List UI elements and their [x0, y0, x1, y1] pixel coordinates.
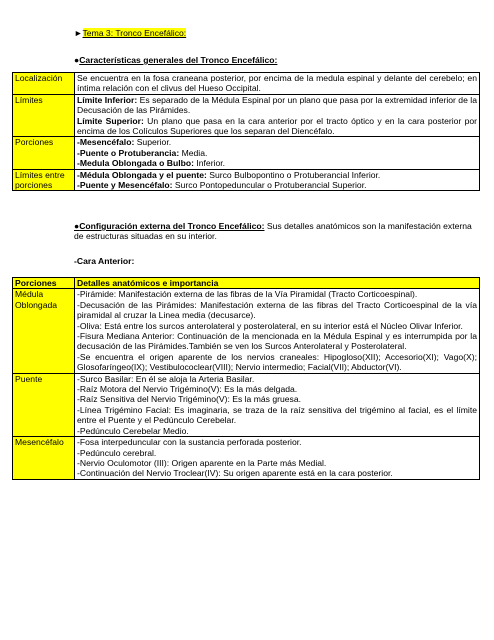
row-content [75, 94, 480, 137]
header-porciones: Porciones [13, 278, 75, 289]
content-line: -Pirámide: Manifestación externa de las fibras de la Vía Piramidal (Tracto Corticoespinal). [77, 289, 418, 300]
row-content [75, 137, 480, 169]
section2-heading-text: Configuración externa del Tronco Encefálico: [79, 221, 265, 231]
section1-heading-text: Características generales del Tronco Encefálico: [79, 55, 278, 65]
content-line: -Fisura Mediana Anterior: Continuación de la mencionada en la Médula Espinal y es interrumpida por la decusación de las Pirámides.También se ven los Surcos Anterolateral y Posterolateral. [77, 331, 477, 352]
arrow-marker-icon: ► [74, 28, 83, 38]
content-line: -Surco Basilar: En él se aloja la Arteria Basilar. [77, 373, 255, 384]
general-characteristics-table-body [13, 73, 480, 191]
content-line: -Línea Trigémino Facial: Es imaginaria, se traza de la raíz sensitiva del trigémino al facial, es el límite entre el Puente y el Pedúnculo Cerebelar. [77, 404, 477, 426]
content-line [77, 73, 477, 94]
content-line-term: -Mesencéfalo: [77, 137, 135, 148]
table-row [13, 373, 480, 436]
content-line [77, 137, 477, 147]
row-label: Porciones [13, 137, 75, 169]
row-content [75, 73, 480, 95]
content-line-term: -Medula Oblongada o Bulbo: [77, 158, 194, 169]
content-line: -Pedúnculo Cerebelar Medio. [77, 425, 189, 436]
content-line-term: Límite Superior: [77, 115, 144, 126]
row-content [75, 437, 480, 480]
header-detalles: Detalles anatómicos e importancia [75, 278, 480, 289]
row-label: Mesencéfalo [13, 437, 75, 480]
content-line: -Se encuentra el origen aparente de los nervios craneales: Hipogloso(XII); Accesorio(XI); Vago(X); Glosofaríngeo(IX); Vestibulococlear(VIII); Nervio intermedio; Facial(VII); Abductor(VI). [77, 351, 477, 373]
bullet-icon: ● [74, 221, 80, 231]
topic-title-text: Tema 3: Tronco Encefálico: [82, 28, 187, 38]
table-row [13, 437, 480, 480]
topic-title [74, 28, 186, 38]
external-configuration-table-body [13, 289, 480, 479]
content-line-text: Es separado de la Médula Espinal por un plano que pasa por la extremidad inferior de la Decusación de las Pirámides. [77, 94, 477, 116]
content-line: -Decusación de las Pirámides: Manifestación externa de las fibras del Tracto Corticoespinal de la vía piramidal al cruzar la Linea media (decusarce). [77, 299, 477, 321]
content-line-text: Surco Bulbopontino o Protuberancial Inferior. [206, 169, 381, 180]
row-label: Médula Oblongada [13, 289, 75, 373]
content-line [77, 170, 477, 180]
content-line-text: Un plano que pasa en la cara anterior por el tracto óptico y en la cara posterior por encima de los Colículos Superiores que los separan del Diencéfalo. [77, 115, 477, 137]
content-line: -Raíz Sensitiva del Nervio Trigémino(V): Es la más gruesa. [77, 394, 301, 405]
section2-paragraph [74, 221, 479, 242]
row-label: Límites [13, 94, 75, 137]
table-header-row [13, 278, 480, 289]
row-content [75, 289, 480, 373]
content-line [77, 148, 477, 158]
content-line-text: Superior. [134, 137, 172, 148]
content-line-term: -Puente o Protuberancia: [77, 147, 180, 158]
content-line: -Nervio Oculomotor (III): Origen aparente en la Parte más Medial. [77, 457, 327, 468]
table-row [13, 289, 480, 373]
content-line: -Pedúnculo cerebral. [77, 447, 157, 458]
content-line-term: -Médula Oblongada y el puente: [77, 169, 207, 180]
content-line: -Continuación del Nervio Troclear(IV): Su origen aparente está en la cara posterior. [77, 468, 393, 479]
cara-anterior-subheading: -Cara Anterior: [74, 256, 135, 266]
content-line: -Fosa interpeduncular con la sustancia perforada posterior. [77, 437, 302, 448]
content-line: -Raíz Motora del Nervio Trigémino(V): Es la más delgada. [77, 384, 298, 395]
table-row [13, 137, 480, 169]
content-line-term: Límite Inferior: [77, 94, 138, 105]
content-line [77, 95, 477, 116]
row-label: Localización [13, 73, 75, 95]
content-line-text: Inferior. [193, 158, 226, 169]
table-row [13, 169, 480, 191]
content-line: -Oliva: Está entre los surcos anterolateral y posterolateral, en su interior está el Núcleo Olivar Inferior. [77, 320, 463, 331]
section2-heading [74, 221, 264, 231]
row-content [75, 373, 480, 436]
row-label: Puente [13, 373, 75, 436]
table-row [13, 73, 480, 95]
content-line-text: Surco Pontopeduncular o Protuberancial Superior. [172, 180, 367, 191]
section1-heading [74, 55, 277, 65]
content-line-text: Media. [179, 147, 208, 158]
content-line-text: Se encuentra en la fosa craneana posterior, por encima de la medula espinal y delante del cerebelo; en íntima relación con el clivus del Hueso Occipital. [77, 73, 477, 94]
section2-text: Sus detalles anatómicos son la manifestación externa de estructuras situadas en su interior. [74, 221, 472, 242]
bullet-icon: ● [74, 55, 80, 65]
table-row [13, 94, 480, 137]
row-content [75, 169, 480, 191]
content-line [77, 158, 477, 168]
content-line [77, 116, 477, 137]
general-characteristics-table [12, 72, 480, 191]
external-configuration-table [12, 277, 480, 480]
row-label: Límites entre porciones [13, 169, 75, 191]
content-line-term: -Puente y Mesencéfalo: [77, 180, 173, 191]
content-line [77, 180, 477, 190]
